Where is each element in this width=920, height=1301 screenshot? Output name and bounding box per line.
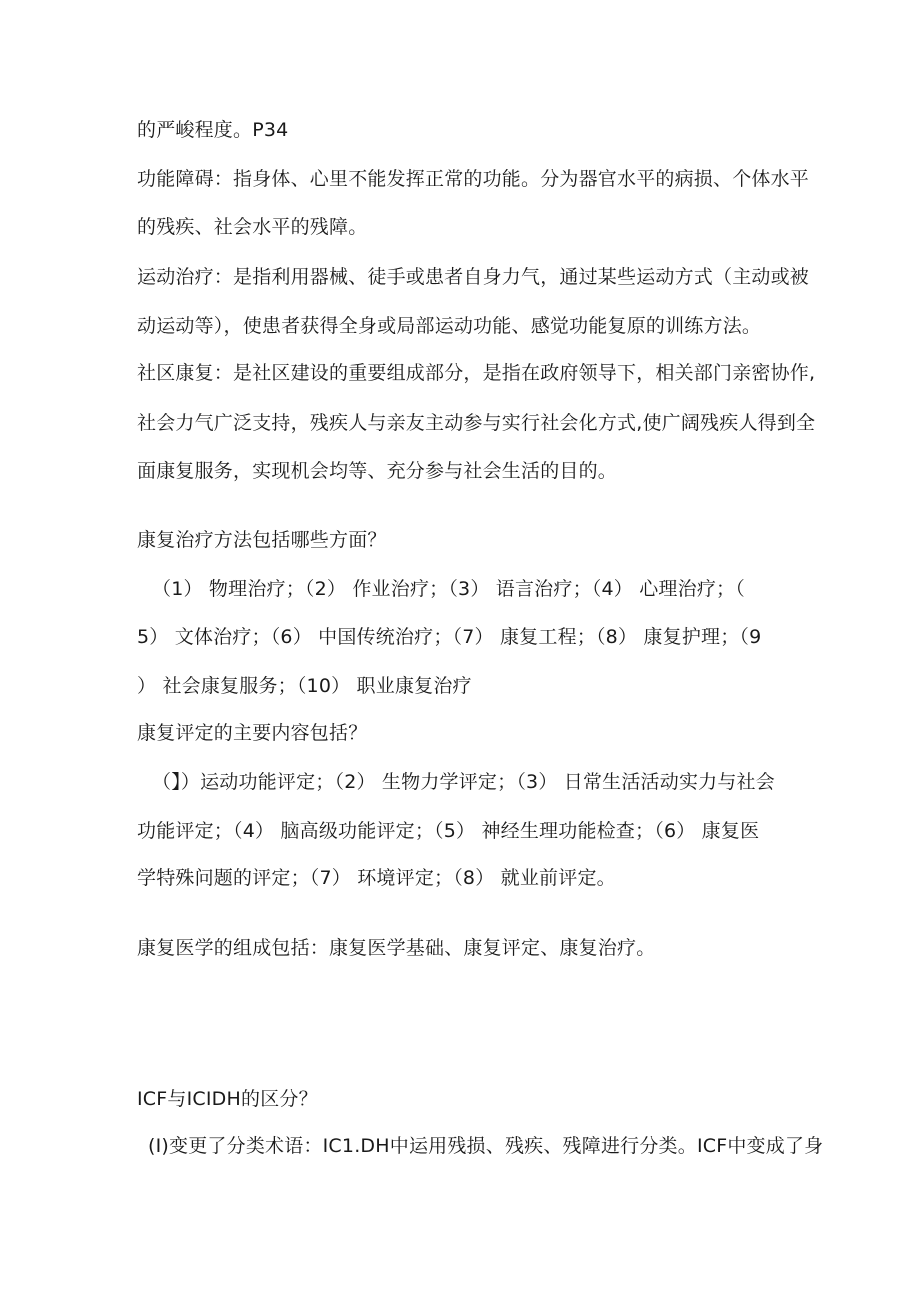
text-line-therapy-list3: ） 社会康复服务；（10） 职业康复治疗 xyxy=(137,675,472,697)
text-line-severity: 的严峻程度。P34 xyxy=(137,119,289,141)
text-line-therapy-list1: （1） 物理治疗；（2） 作业治疗；（3） 语言治疗；（4） 心理治疗；（ xyxy=(152,578,745,600)
text-line-rehab-composition: 康复医学的组成包括：康复医学基础、康复评定、康复治疗。 xyxy=(137,937,656,959)
text-line-disability-def: 功能障碍：指身体、心里不能发挥正常的功能。分为器官水平的病损、个体水平 xyxy=(137,168,810,190)
text-line-exercise-therapy-cont: 动运动等），使患者获得全身或局部运动功能、感觉功能复原的训练方法。 xyxy=(137,315,762,337)
text-line-community-rehab-cont2: 面康复服务，实现机会均等、充分参与社会生活的目的。 xyxy=(137,460,618,482)
text-line-community-rehab: 社区康复：是社区建设的重要组成部分，是指在政府领导下，相关部门亲密协作, xyxy=(137,362,816,384)
heading-icf-icidh: ICF与ICIDH的区分？ xyxy=(137,1088,318,1110)
text-line-assessment-list1: （】）运动功能评定；（2） 生物力学评定；（3） 日常生活活动实力与社会 xyxy=(152,771,775,793)
text-line-assessment-list2: 功能评定；（4） 脑高级功能评定；（5） 神经生理功能检查；（6） 康复医 xyxy=(137,820,760,842)
text-line-therapy-list2: 5） 文体治疗；（6） 中国传统治疗；（7） 康复工程；（8） 康复护理；（9 xyxy=(137,626,762,648)
text-line-community-rehab-cont1: 社会力气广泛支持，残疾人与亲友主动参与实行社会化方式,使广阔残疾人得到全 xyxy=(137,412,816,434)
text-line-disability-def-cont: 的残疾、社会水平的残障。 xyxy=(137,216,368,238)
heading-therapy-methods: 康复治疗方法包括哪些方面？ xyxy=(137,529,387,551)
text-line-icf-terminology: (I)变更了分类术语：IC1.DH中运用残损、残疾、残障进行分类。ICF中变成了身 xyxy=(148,1135,824,1157)
heading-assessment-content: 康复评定的主要内容包括？ xyxy=(137,722,368,744)
text-line-assessment-list3: 学特殊问题的评定；（7） 环境评定；（8） 就业前评定。 xyxy=(137,867,616,889)
text-line-exercise-therapy: 运动治疗：是指利用器械、徒手或患者自身力气，通过某些运动方式（主动或被 xyxy=(137,266,810,288)
